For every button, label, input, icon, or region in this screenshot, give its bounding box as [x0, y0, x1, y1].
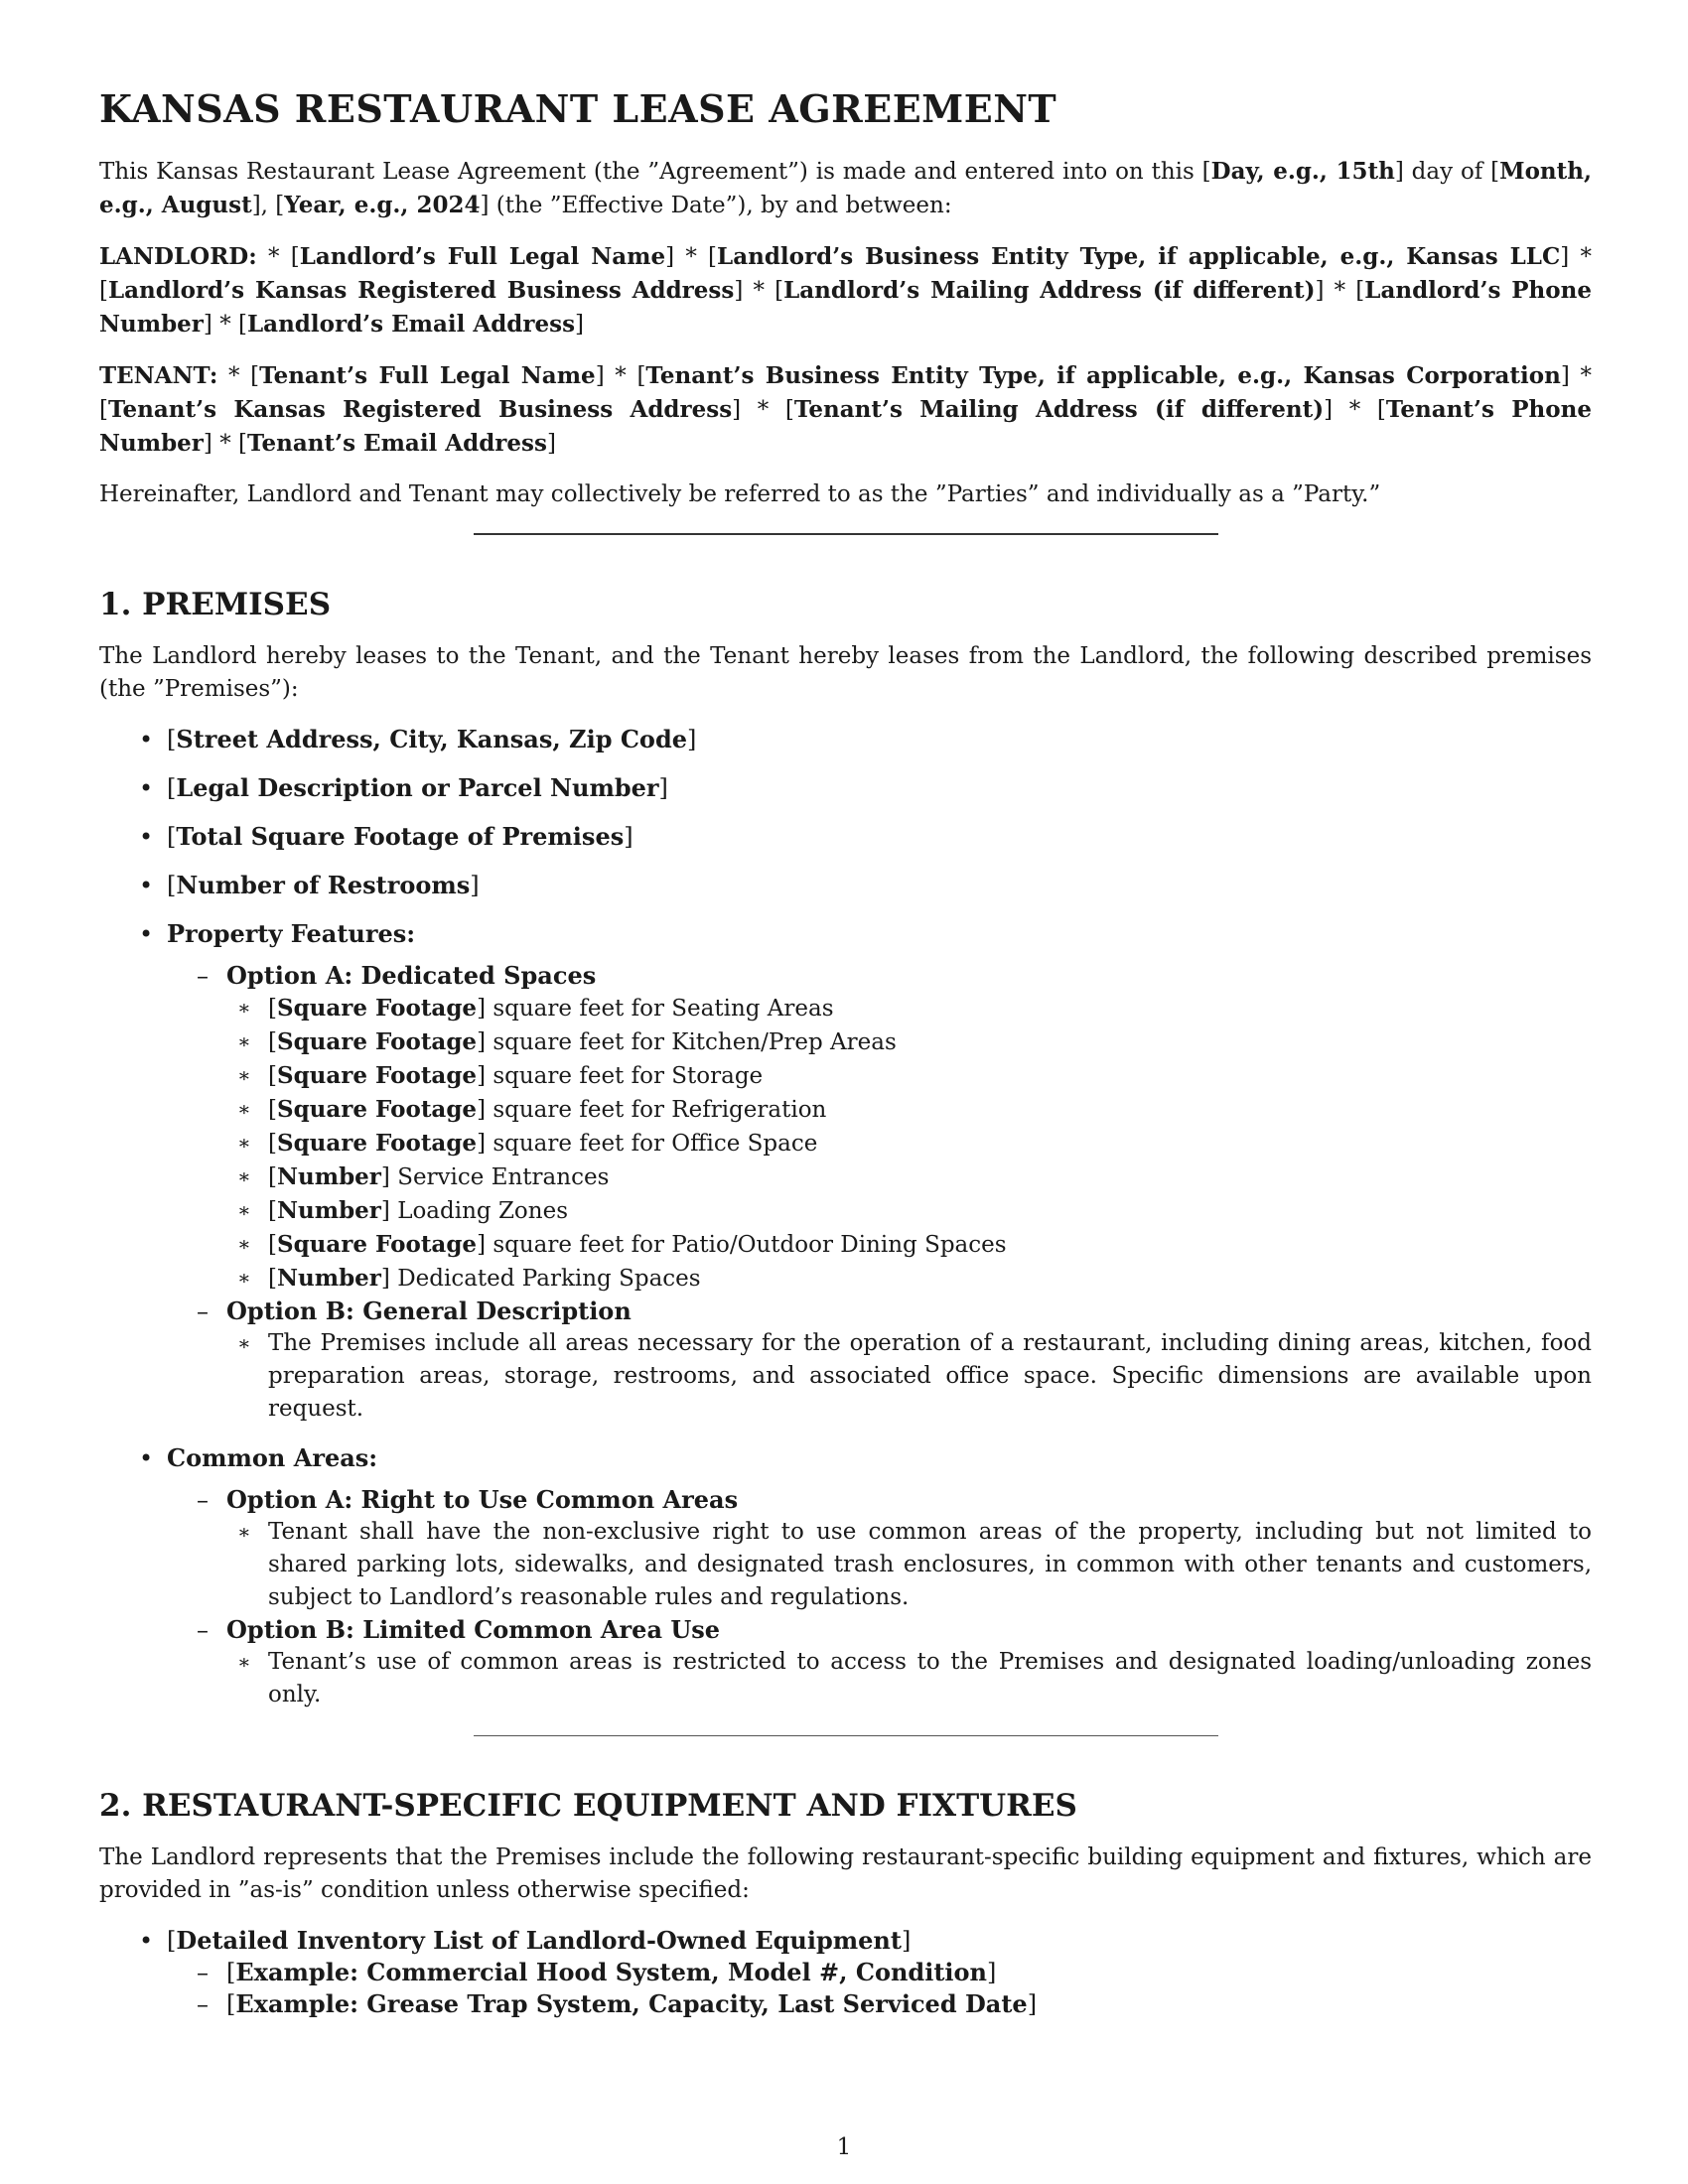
list-item: • [Total Square Footage of Premises] [139, 822, 633, 851]
property-features-label: Property Features: [167, 919, 416, 948]
list-item: – [Example: Commercial Hood System, Model #, Condition] [197, 1958, 997, 1986]
tenant-entity: Tenant’s Business Entity Type, if applicable, e.g., Kansas Corporation [645, 362, 1561, 389]
inventory-item: • [Detailed Inventory List of Landlord-Owned Equipment] – [Example: Commercial Hood System, Model #, Condition] – [Example: Grease Trap System, Capacity, Last Serviced Date] [99, 1925, 1592, 2020]
dash-icon: – [197, 962, 209, 990]
intro-text: This Kansas Restaurant Lease Agreement (the ”Agreement”) is made and entered into on this [ [99, 159, 1211, 185]
dash-icon: – [197, 1616, 209, 1644]
separator: ] * [ [1324, 397, 1386, 423]
features-options-list [167, 960, 1592, 1426]
bullet-icon: • [139, 920, 154, 948]
section-1-intro: The Landlord hereby leases to the Tenant, and the Tenant hereby leases from the Landlord, the following described premises (the ”Premises”): [99, 643, 1592, 702]
common-option-a-item [167, 1484, 1592, 1614]
inventory-placeholder: Detailed Inventory List of Landlord-Owned Equipment [176, 1926, 902, 1955]
star-icon: ∗ [237, 1164, 251, 1188]
placeholder: Square Footage [276, 1028, 478, 1055]
section-2-heading: 2. RESTAURANT-SPECIFIC EQUIPMENT AND FIXTURES [99, 1788, 1077, 1824]
square-footage-placeholder: Total Square Footage of Premises [176, 822, 625, 851]
separator: ] * [ [665, 244, 718, 270]
placeholder: Square Footage [276, 1062, 478, 1089]
section-2-intro: The Landlord represents that the Premises include the following restaurant-specific building equipment and fixtures, which are provided in ”as-is” condition unless otherwise specified: [99, 1844, 1592, 1903]
landlord-email: Landlord’s Email Address [247, 311, 576, 338]
tenant-mail-address: Tenant’s Mailing Address (if different) [793, 396, 1325, 423]
separator: ] [546, 431, 556, 457]
list-item: ∗ [Square Footage] square feet for Refrigeration [226, 1093, 1592, 1127]
dash-icon: – [197, 1486, 209, 1514]
tenant-reg-address: Tenant’s Kansas Registered Business Address [107, 396, 733, 423]
placeholder: Number [276, 1197, 381, 1224]
option-a-item [167, 960, 1592, 1296]
document-page [99, 85, 1592, 2038]
separator: ] * [ [203, 431, 247, 457]
landlord-phone: Landlord’s Phone Number [99, 277, 1592, 338]
separator: ] * [ [734, 278, 784, 304]
section-1-heading: 1. PREMISES [99, 587, 332, 622]
common-areas-label: Common Areas: [167, 1443, 378, 1472]
restrooms-placeholder: Number of Restrooms [176, 871, 471, 899]
star-icon: ∗ [237, 1063, 251, 1087]
list-item: ∗ [Number] Dedicated Parking Spaces [226, 1262, 1592, 1296]
address-placeholder: Street Address, City, Kansas, Zip Code [176, 725, 687, 753]
star-icon: ∗ [237, 1097, 251, 1121]
list-item: ∗ [Square Footage] square feet for Patio/Outdoor Dining Spaces [226, 1228, 1592, 1262]
day-placeholder: Day, e.g., 15th [1210, 158, 1395, 185]
separator: ] * [ [595, 363, 646, 389]
examples-list [167, 1957, 1592, 2020]
common-option-b-list [226, 1646, 1592, 1711]
placeholder: Number [276, 1163, 381, 1190]
dash-icon: – [197, 1959, 209, 1986]
item-text: The Premises include all areas necessary for the operation of a restaurant, including dining areas, kitchen, food preparation areas, storage, restrooms, and associated office space. Specific dimensions are available upon request. [268, 1330, 1592, 1422]
item-text: ] Service Entrances [380, 1164, 610, 1190]
common-option-b-label: Option B: Limited Common Area Use [226, 1615, 721, 1644]
section-divider [474, 533, 1218, 535]
placeholder: Square Footage [276, 1231, 478, 1258]
item-text: ] square feet for Office Space [477, 1131, 818, 1157]
tenant-phone: Tenant’s Phone Number [99, 396, 1592, 457]
item-text: ] Loading Zones [380, 1198, 569, 1224]
list-item: ∗ [Number] Service Entrances [226, 1160, 1592, 1194]
example-placeholder: Example: Grease Trap System, Capacity, Last Serviced Date [235, 1989, 1028, 2018]
star-icon: ∗ [237, 1266, 251, 1290]
bullet-icon: • [139, 872, 154, 899]
placeholder: Square Footage [276, 1130, 478, 1157]
page-number: 1 [836, 2134, 852, 2160]
option-a-label: Option A: Dedicated Spaces [226, 961, 597, 990]
list-item: ∗ [Square Footage] square feet for Seating Areas [226, 992, 1592, 1025]
item-text: ] square feet for Kitchen/Prep Areas [477, 1029, 897, 1055]
separator: * [ [256, 244, 300, 270]
list-item: ∗ [Square Footage] square feet for Kitchen/Prep Areas [226, 1025, 1592, 1059]
placeholder: Square Footage [276, 995, 478, 1022]
landlord-name: Landlord’s Full Legal Name [299, 243, 666, 270]
star-icon: ∗ [237, 1331, 251, 1355]
item-text: Tenant shall have the non-exclusive right to use common areas of the property, including but not limited to shared parking lots, sidewalks, and designated trash enclosures, in common with other tenants and customers, subject to Landlord’s reasonable rules and regulations. [268, 1519, 1592, 1610]
bullet-icon: • [139, 726, 154, 753]
placeholder: Square Footage [276, 1096, 478, 1123]
separator: ] * [ [203, 312, 247, 338]
star-icon: ∗ [237, 1520, 251, 1544]
list-item: • [Legal Description or Parcel Number] [139, 773, 668, 802]
bullet-icon: • [139, 774, 154, 802]
option-b-item [167, 1296, 1592, 1426]
list-item [226, 1646, 1592, 1711]
hereinafter-paragraph: Hereinafter, Landlord and Tenant may collectively be referred to as the ”Parties” and individually as a ”Party.” [99, 481, 1381, 507]
dash-icon: – [197, 1990, 209, 2018]
premises-list [99, 724, 1592, 1711]
common-options-list [167, 1484, 1592, 1711]
item-text: ] square feet for Refrigeration [477, 1097, 827, 1123]
placeholder: Number [276, 1265, 381, 1292]
common-areas-item [99, 1442, 1592, 1711]
section-divider [474, 1735, 1218, 1736]
separator: ] [575, 312, 585, 338]
tenant-email: Tenant’s Email Address [247, 430, 547, 457]
list-item [226, 1516, 1592, 1614]
legal-description-placeholder: Legal Description or Parcel Number [176, 773, 659, 802]
common-option-a-list [226, 1516, 1592, 1614]
intro-text: ] day of [ [1394, 159, 1500, 185]
item-text: ] square feet for Seating Areas [477, 996, 834, 1022]
bullet-icon: • [139, 823, 154, 851]
star-icon: ∗ [237, 1029, 251, 1053]
list-item: ∗ [Number] Loading Zones [226, 1194, 1592, 1228]
tenant-paragraph [99, 359, 1592, 461]
landlord-paragraph [99, 240, 1592, 341]
separator: ] * [ [732, 397, 794, 423]
star-icon: ∗ [237, 1650, 251, 1674]
example-placeholder: Example: Commercial Hood System, Model #, Condition [235, 1958, 987, 1986]
star-icon: ∗ [237, 1131, 251, 1155]
bullet-icon: • [139, 1927, 154, 1955]
item-text: ] square feet for Storage [477, 1063, 764, 1089]
tenant-label: TENANT: [99, 362, 218, 389]
separator: ] * [ [1315, 278, 1365, 304]
item-text: Tenant’s use of common areas is restricted to access to the Premises and designated loading/unloading zones only. [268, 1649, 1592, 1707]
option-b-label: Option B: General Description [226, 1297, 632, 1325]
separator: * [ [217, 363, 260, 389]
landlord-reg-address: Landlord’s Kansas Registered Business Address [107, 277, 735, 304]
separator: ] * [ [99, 244, 1592, 304]
bullet-icon: • [139, 1444, 154, 1472]
list-item: • [Number of Restrooms] [139, 871, 480, 899]
option-b-list [226, 1327, 1592, 1426]
property-features-item [99, 918, 1592, 1426]
intro-text: ], [ [251, 193, 285, 218]
tenant-name: Tenant’s Full Legal Name [259, 362, 596, 389]
landlord-label: LANDLORD: [99, 243, 257, 270]
landlord-entity: Landlord’s Business Entity Type, if applicable, e.g., Kansas LLC [717, 243, 1561, 270]
item-text: ] square feet for Patio/Outdoor Dining Spaces [477, 1232, 1007, 1258]
equipment-list [99, 1925, 1592, 2020]
separator: ] * [ [99, 363, 1592, 423]
list-item: – [Example: Grease Trap System, Capacity, Last Serviced Date] [197, 1989, 1038, 2018]
list-item: • [Street Address, City, Kansas, Zip Code] [139, 725, 697, 753]
month-placeholder: Month, e.g., August [99, 158, 1593, 218]
list-item: ∗ [Square Footage] square feet for Storage [226, 1059, 1592, 1093]
option-a-list [226, 992, 1592, 1296]
document-title: KANSAS RESTAURANT LEASE AGREEMENT [99, 86, 1057, 131]
common-option-a-label: Option A: Right to Use Common Areas [226, 1485, 739, 1514]
star-icon: ∗ [237, 996, 251, 1020]
star-icon: ∗ [237, 1198, 251, 1222]
landlord-mail-address: Landlord’s Mailing Address (if different) [783, 277, 1316, 304]
common-option-b-item [167, 1614, 1592, 1711]
list-item [226, 1327, 1592, 1426]
list-item: ∗ [Square Footage] square feet for Office Space [226, 1127, 1592, 1160]
intro-text: ] (the ”Effective Date”), by and between: [480, 193, 952, 218]
dash-icon: – [197, 1297, 209, 1325]
star-icon: ∗ [237, 1232, 251, 1256]
item-text: ] Dedicated Parking Spaces [380, 1266, 701, 1292]
year-placeholder: Year, e.g., 2024 [284, 192, 481, 218]
intro-paragraph [99, 155, 1592, 222]
